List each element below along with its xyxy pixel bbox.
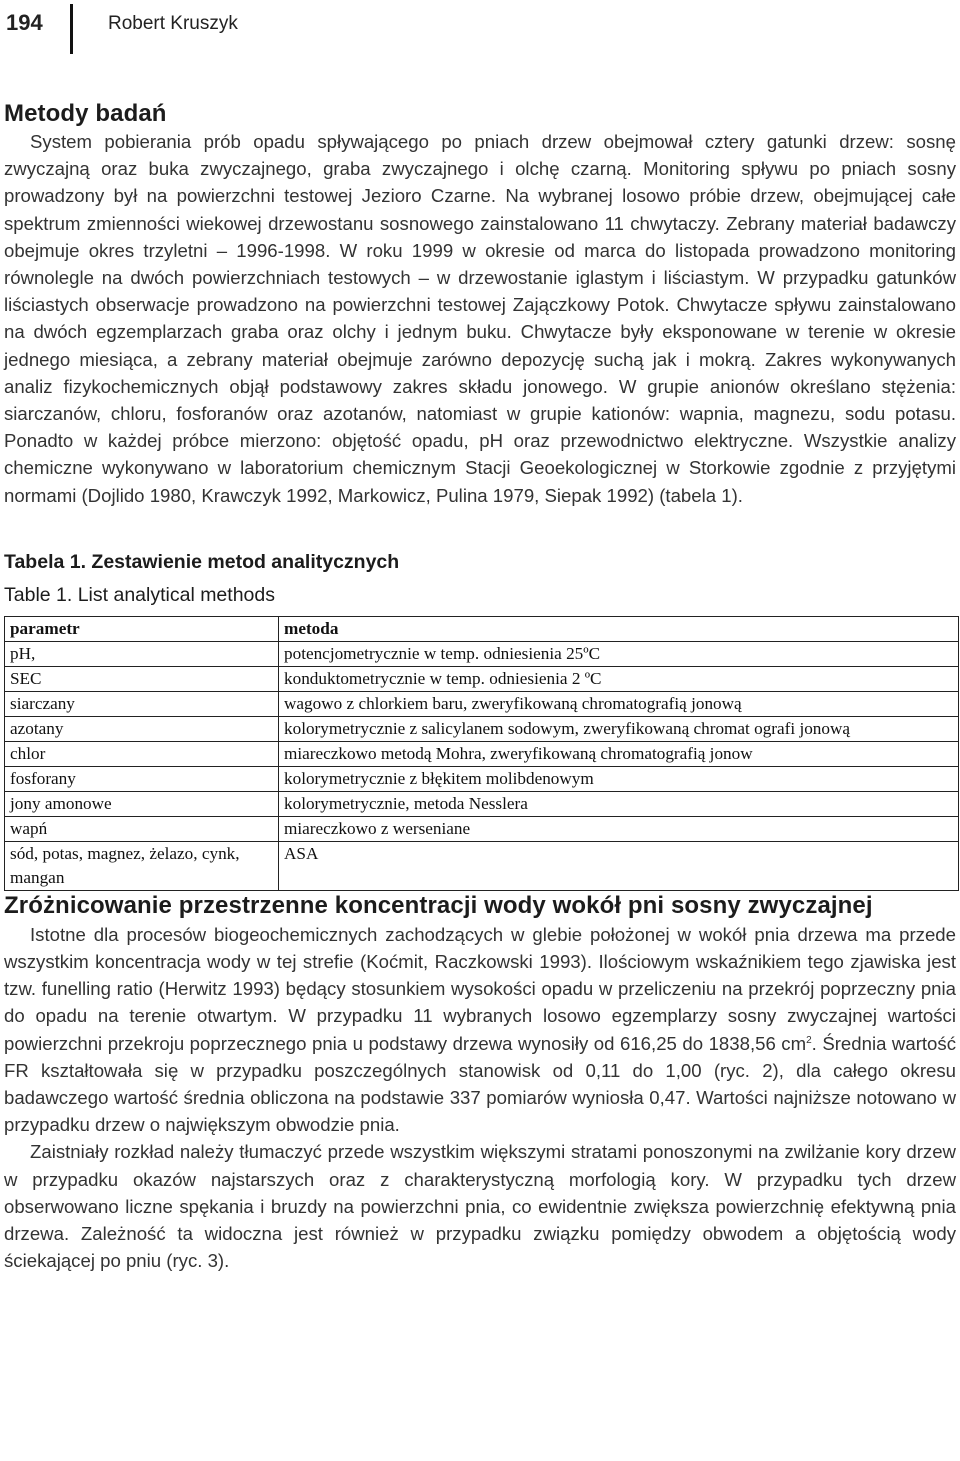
page-content (4, 100, 956, 1274)
cell-parameter: fosforany (5, 766, 279, 791)
cell-parameter: SEC (5, 666, 279, 691)
page-number: 194 (6, 10, 43, 35)
table-row (5, 816, 959, 841)
running-head-author: Robert Kruszyk (108, 13, 238, 34)
cell-parameter: jony amonowe (5, 791, 279, 816)
funnelling-paragraph (4, 921, 956, 1139)
table-row (5, 766, 959, 791)
methods-paragraph: System pobierania prób opadu spływającego po pniach drzew obejmował cztery gatunki drzew: sosnę zwyczajną oraz buka zwyczajnego, graba zwyczajnego i olchę czarną. Monitoring spływu po pniach sosny prowadzony był na powierzchni testowej Jezioro Czarne. Na wybranej losowo próbie drzew, obejmującej całe spektrum zmienności wiekowej drzewostanu sosnowego zainstalowano 11 chwytaczy. Zebrany materiał badawczy obejmuje okres trzyletni – 1996-1998. W roku 1999 w okresie od marca do listopada prowadzono monitoring równolegle na dwóch powierzchniach testowych – w drzewostanie iglastym i liściastym. W przypadku gatunków liściastych obserwacje prowadzono na powierzchni testowej Zajączkowy Potok. Chwytacze spływu zainstalowano na dwóch egzemplarzach graba oraz olchy i jednym buku. Chwytacze były eksponowane w terenie w okresie jednego miesiąca, a zebrany materiał obejmuje zarówno depozycję suchą jak i mokrą. Zakres wykonywanych analiz fizykochemicznych objął podstawowy zakres składu jonowego. W grupie anionów określano stężenia: siarczanów, chloru, fosforanów oraz azotanów, natomiast w grupie kationów: wapnia, magnezu, sodu potasu. Ponadto w każdej próbce mierzono: objętość opadu, pH oraz przewodnictwo elektryczne. Wszystkie analizy chemiczne wykonywano w laboratorium chemicznym Stacji Geoekologicznej w Storkowie zgodnie z przyjętymi normami (Dojlido 1980, Krawczyk 1992, Markowicz, Pulina 1979, Siepak 1992) (tabela 1). (4, 131, 956, 506)
table-row (5, 791, 959, 816)
column-header-method: metoda (279, 616, 959, 641)
cell-parameter: siarczany (5, 691, 279, 716)
page-header (0, 0, 960, 56)
cell-method: kolorymetrycznie z błękitem molibdenowym (279, 766, 959, 791)
column-header-parameter: parametr (5, 616, 279, 641)
table-header-row (5, 616, 959, 641)
cell-method: miareczkowo metodą Mohra, zweryfikowaną chromatografią jonow (279, 741, 959, 766)
section-heading-methods: Metody badań (4, 100, 167, 127)
cell-parameter: pH, (5, 641, 279, 666)
section-heading-water-concentration: Zróżnicowanie przestrzenne koncentracji wody wokół pni sosny zwyczajnej (4, 891, 873, 919)
table-row (5, 666, 959, 691)
bark-paragraph: Zaistniały rozkład należy tłumaczyć przede wszystkim większymi stratami ponoszonymi na zwilżanie kory drzew w przypadku okazów najstarszych oraz z charakterystyczną morfologią kory. W przypadku tych drzew obserwowano liczne spękania i bruzdy na powierzchni pnia, co ewidentnie zwiększa powierzchnię efektywną pnia drzewa. Zależność ta widoczna jest również w przypadku związku pomiędzy obwodem a objętością wody ściekającej po pniu (ryc. 3). (4, 1141, 956, 1272)
funnelling-text-part1: Istotne dla procesów biogeochemicznych zachodzących w glebie położonej w wokół pnia drzewa ma przede wszystkim koncentracja wody w tej strefie (Koćmit, Raczkowski 1993). Ilościowym wskaźnikiem tego zjawiska jest tzw. funelling ratio (Herwitz 1993) będący stosunkiem wysokości opadu w przeliczeniu na przekrój poprzeczny pnia do opadu na terenie otwartym. W przypadku 11 wybranych losowo egzemplarzy sosny zwyczajnej wartości powierzchni przekroju poprzecznego pnia u podstawy drzewa wynosiły od 616,25 do 1838,56 cm (4, 923, 956, 1054)
cell-parameter: wapń (5, 816, 279, 841)
table-title-en: Table 1. List analytical methods (4, 583, 275, 606)
header-divider (70, 4, 73, 54)
methods-table (4, 616, 959, 891)
funnelling-text-part2: . Średnia wartość FR kształtowała się w przypadku poszczególnych stanowisk od 0,11 do 1,00 (ryc. 2), dla całego okresu badawczego wartość średnia obliczona na podstawie 337 pomiarów wyniosła 0,47. Wartości najniższe notowano w przypadku drzew o największym obwodzie pnia. (4, 1032, 956, 1136)
cell-method: konduktometrycznie w temp. odniesienia 2 ºC (279, 666, 959, 691)
cell-method: kolorymetrycznie, metoda Nesslera (279, 791, 959, 816)
table-row (5, 741, 959, 766)
cell-method: kolorymetrycznie z salicylanem sodowym, zweryfikowaną chromat ografi jonową (279, 716, 959, 741)
cell-method: ASA (279, 841, 959, 890)
cell-method: potencjometrycznie w temp. odniesienia 25ºC (279, 641, 959, 666)
table-row (5, 841, 959, 890)
cell-parameter: azotany (5, 716, 279, 741)
superscript-exponent: 2 (806, 1034, 812, 1046)
table-row (5, 716, 959, 741)
cell-method: wagowo z chlorkiem baru, zweryfikowaną chromatografią jonową (279, 691, 959, 716)
cell-parameter: chlor (5, 741, 279, 766)
table-row (5, 641, 959, 666)
table-row (5, 691, 959, 716)
table-title-pl: Tabela 1. Zestawienie metod analitycznych (4, 550, 400, 573)
cell-parameter: sód, potas, magnez, żelazo, cynk, mangan (5, 841, 279, 890)
cell-method: miareczkowo z werseniane (279, 816, 959, 841)
